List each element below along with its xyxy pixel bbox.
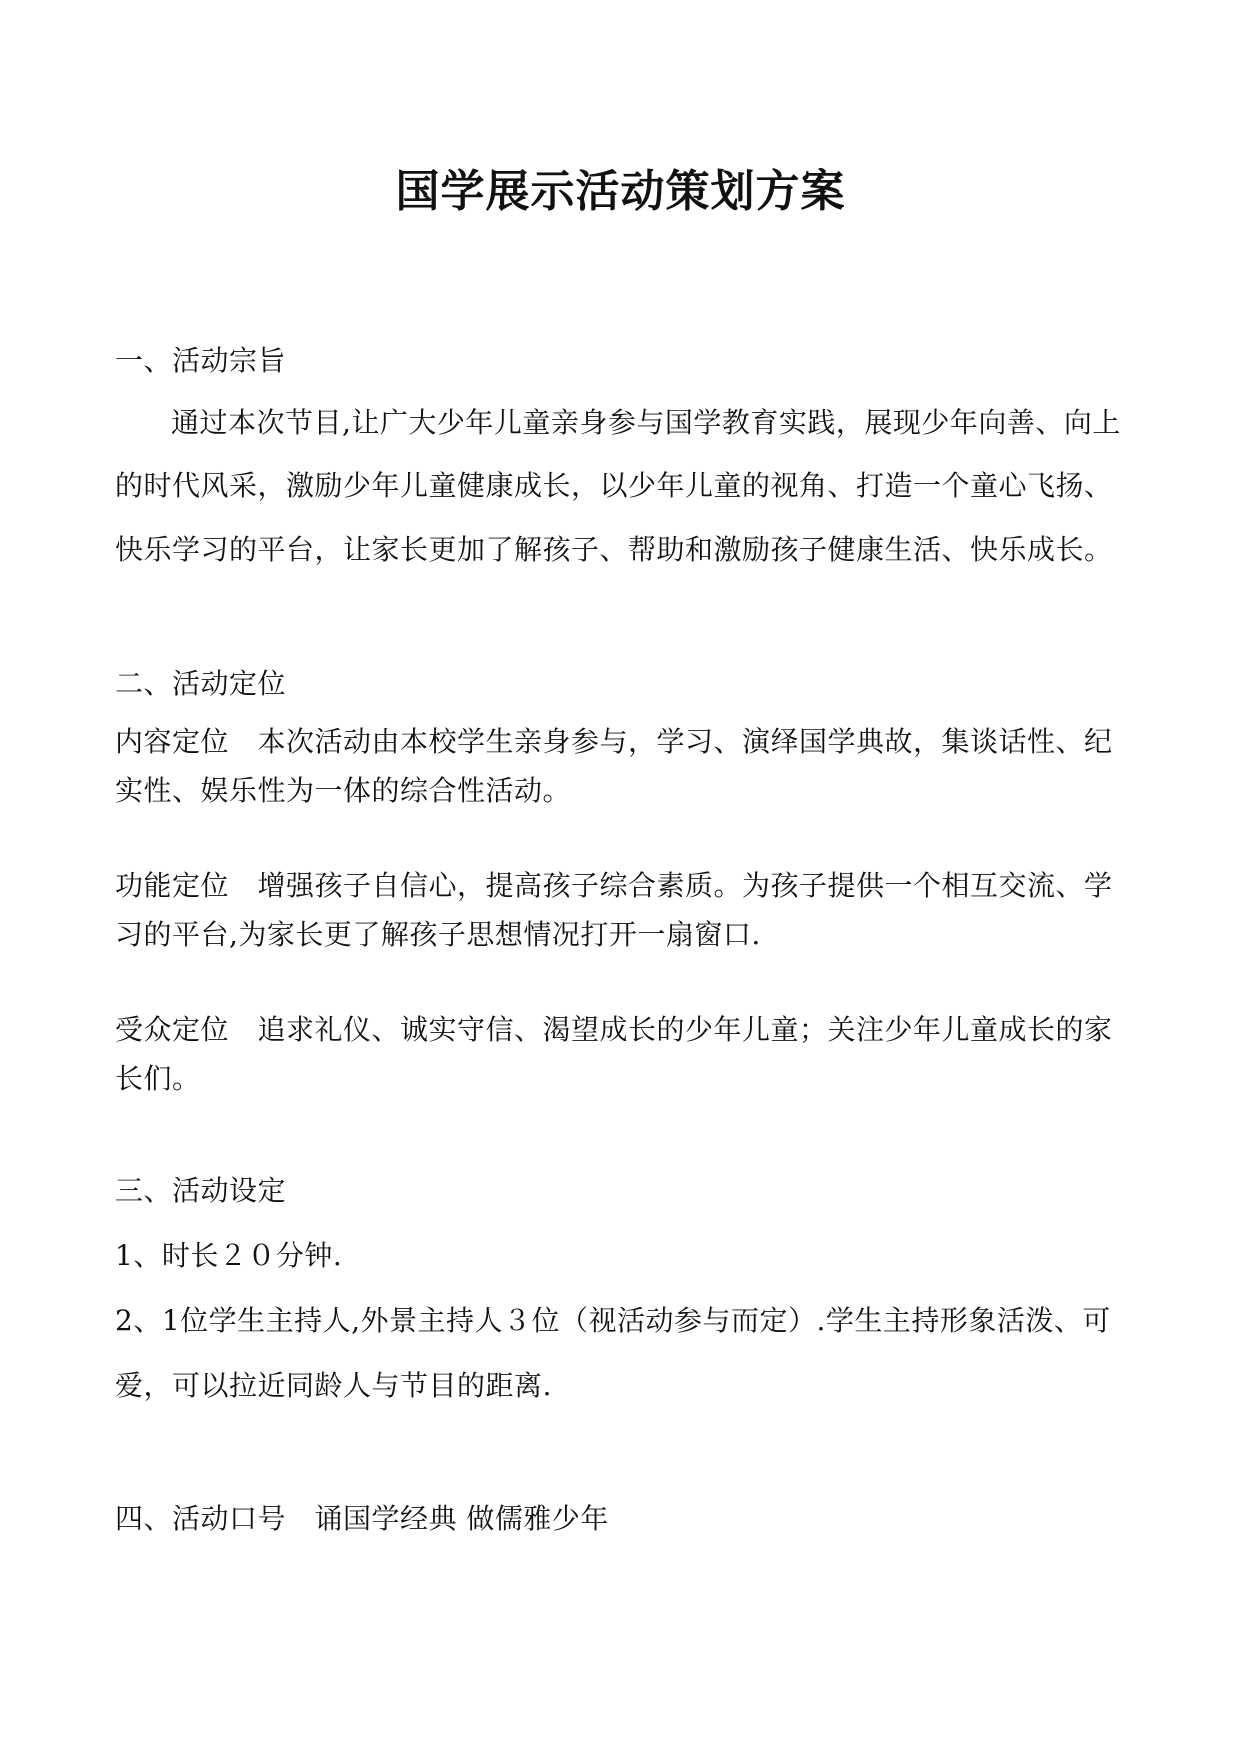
audience-position-line-1: 受众定位 追求礼仪、诚实守信、渴望成长的少年儿童；关注少年儿童成长的家 (115, 1013, 1113, 1046)
section3-line-3: 爱，可以拉近同龄人与节目的距离. (115, 1369, 552, 1402)
audience-position-line-2: 长们。 (115, 1062, 201, 1095)
document-title: 国学展示活动策划方案 (395, 166, 846, 217)
content-position-line-1: 内容定位 本次活动由本校学生亲身参与，学习、演绎国学典故，集谈话性、纪 (115, 725, 1113, 758)
section1-line-2: 的时代风采，激励少年儿童健康成长，以少年儿童的视角、打造一个童心飞扬、 (115, 469, 1113, 502)
content-position-line-2: 实性、娱乐性为一体的综合性活动。 (115, 774, 572, 807)
function-position-line-1: 功能定位 增强孩子自信心，提高孩子综合素质。为孩子提供一个相互交流、学 (115, 869, 1113, 902)
section1-line-1: 通过本次节目,让广大少年儿童亲身参与国学教育实践，展现少年向善、向上 (171, 406, 1121, 439)
section3-line-1: 1、时长２０分钟. (115, 1239, 343, 1272)
section1-line-3: 快乐学习的平台，让家长更加了解孩子、帮助和激励孩子健康生活、快乐成长。 (115, 533, 1113, 566)
section3-line-2: 2、1位学生主持人,外景主持人３位（视活动参与而定）.学生主持形象活泼、可 (115, 1304, 1111, 1337)
section4-heading: 四、活动口号 诵国学经典 做儒雅少年 (115, 1502, 609, 1535)
section1-heading: 一、活动宗旨 (115, 344, 287, 377)
section2-heading: 二、活动定位 (115, 667, 287, 700)
section3-heading: 三、活动设定 (115, 1174, 287, 1207)
function-position-line-2: 习的平台,为家长更了解孩子思想情况打开一扇窗口. (115, 918, 761, 951)
